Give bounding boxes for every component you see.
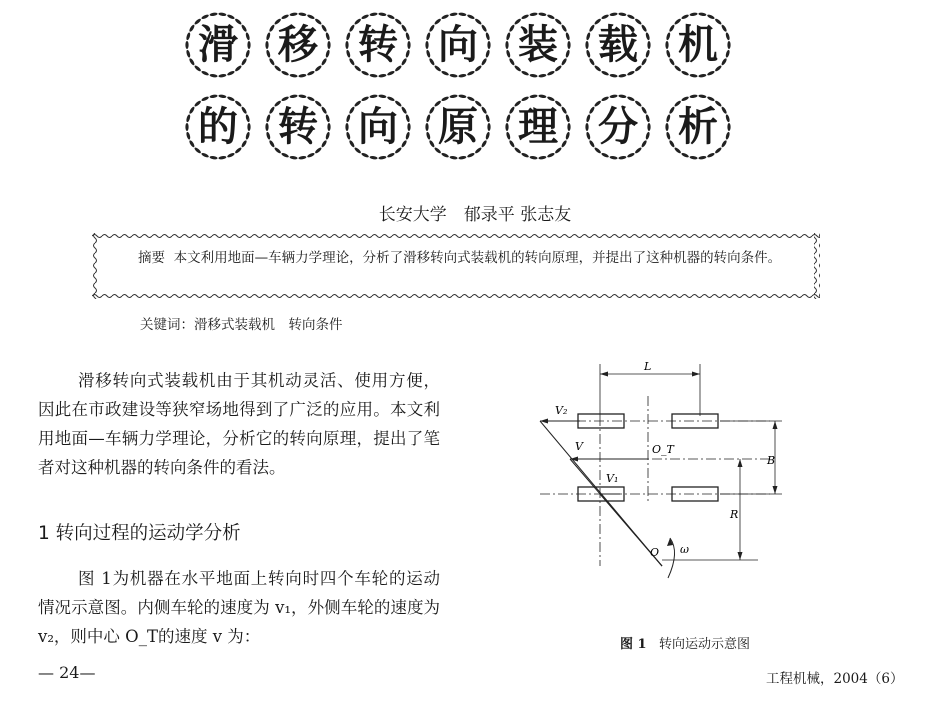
intro-paragraph: 滑移转向式装载机由于其机动灵活、使用方便，因此在市政建设等狭窄场地得到了广泛的应用。本文利用地面—车辆力学理论，分析它的转向原理，提出了笔者对这种机器的转向条件的看法。 [38, 371, 440, 477]
label-R: R [730, 508, 739, 521]
abstract-box [92, 233, 820, 299]
title-char [423, 92, 493, 162]
title-char [263, 92, 333, 162]
title-char [343, 92, 413, 162]
keywords: 关键词：滑移式装载机 转向条件 [140, 317, 343, 333]
title-char-text: 向 [358, 104, 398, 150]
title-char-text: 转 [358, 22, 398, 68]
title-char-text: 移 [278, 22, 318, 68]
figure-caption [620, 633, 750, 652]
title-char-text: 的 [198, 104, 238, 150]
title-char-text: 析 [678, 104, 718, 150]
section-heading: 1 转向过程的运动学分析 [38, 523, 241, 544]
label-B: B [767, 454, 776, 467]
caption-text: 转向运动示意图 [658, 637, 750, 652]
title-char [263, 10, 333, 80]
journal-info: 工程机械，2004（6） [766, 671, 904, 687]
label-L: L [644, 360, 652, 373]
title-char-text: 理 [518, 104, 558, 150]
title-char [343, 10, 413, 80]
label-V2: V₂ [555, 404, 568, 417]
title-char [183, 92, 253, 162]
label-V: V [575, 440, 583, 453]
label-OT: O_T [652, 443, 674, 456]
abstract-text [102, 247, 814, 269]
caption-number: 图 1 [620, 637, 647, 652]
authors: 长安大学 郁录平 张志友 [378, 205, 572, 225]
title-char [583, 92, 653, 162]
arrowhead [692, 372, 700, 377]
title-char-text: 载 [598, 22, 638, 68]
title-char [183, 10, 253, 80]
arrowhead [600, 372, 608, 377]
title-char [503, 92, 573, 162]
title-char-text: 装 [518, 22, 558, 68]
title-char-text: 转 [278, 104, 318, 150]
title-char [503, 10, 573, 80]
page-number: — 24— [38, 663, 96, 682]
section-paragraph: 图 1为机器在水平地面上转向时四个车轮的运动情况示意图。内侧车轮的速度为 v₁，外侧车轮的速度为 v₂，则中心 O_T的速度 v 为： [38, 569, 440, 646]
arrowhead [773, 421, 778, 429]
label-O: O [650, 546, 660, 559]
title-char [423, 10, 493, 80]
title-char-text: 滑 [198, 22, 238, 68]
title-char-text: 分 [598, 104, 638, 150]
title-char-text: 机 [678, 22, 718, 68]
title-char [583, 10, 653, 80]
title-char-text: 原 [438, 104, 478, 150]
title-char [663, 92, 733, 162]
label-V1: V₁ [606, 472, 619, 485]
arrowhead [738, 459, 743, 467]
title-char [663, 10, 733, 80]
title-char-text: 向 [438, 22, 478, 68]
steering-figure [520, 356, 790, 586]
label-omega: ω [680, 543, 689, 556]
abstract-label: 摘要 [138, 250, 165, 266]
abstract-body: 本文利用地面—车辆力学理论，分析了滑移转向式装载机的转向原理，并提出了这种机器的转向条件。 [173, 250, 782, 266]
title-line-2 [183, 92, 733, 162]
title-line-1 [183, 10, 733, 80]
arrowhead [773, 486, 778, 494]
arrowhead [738, 552, 743, 560]
